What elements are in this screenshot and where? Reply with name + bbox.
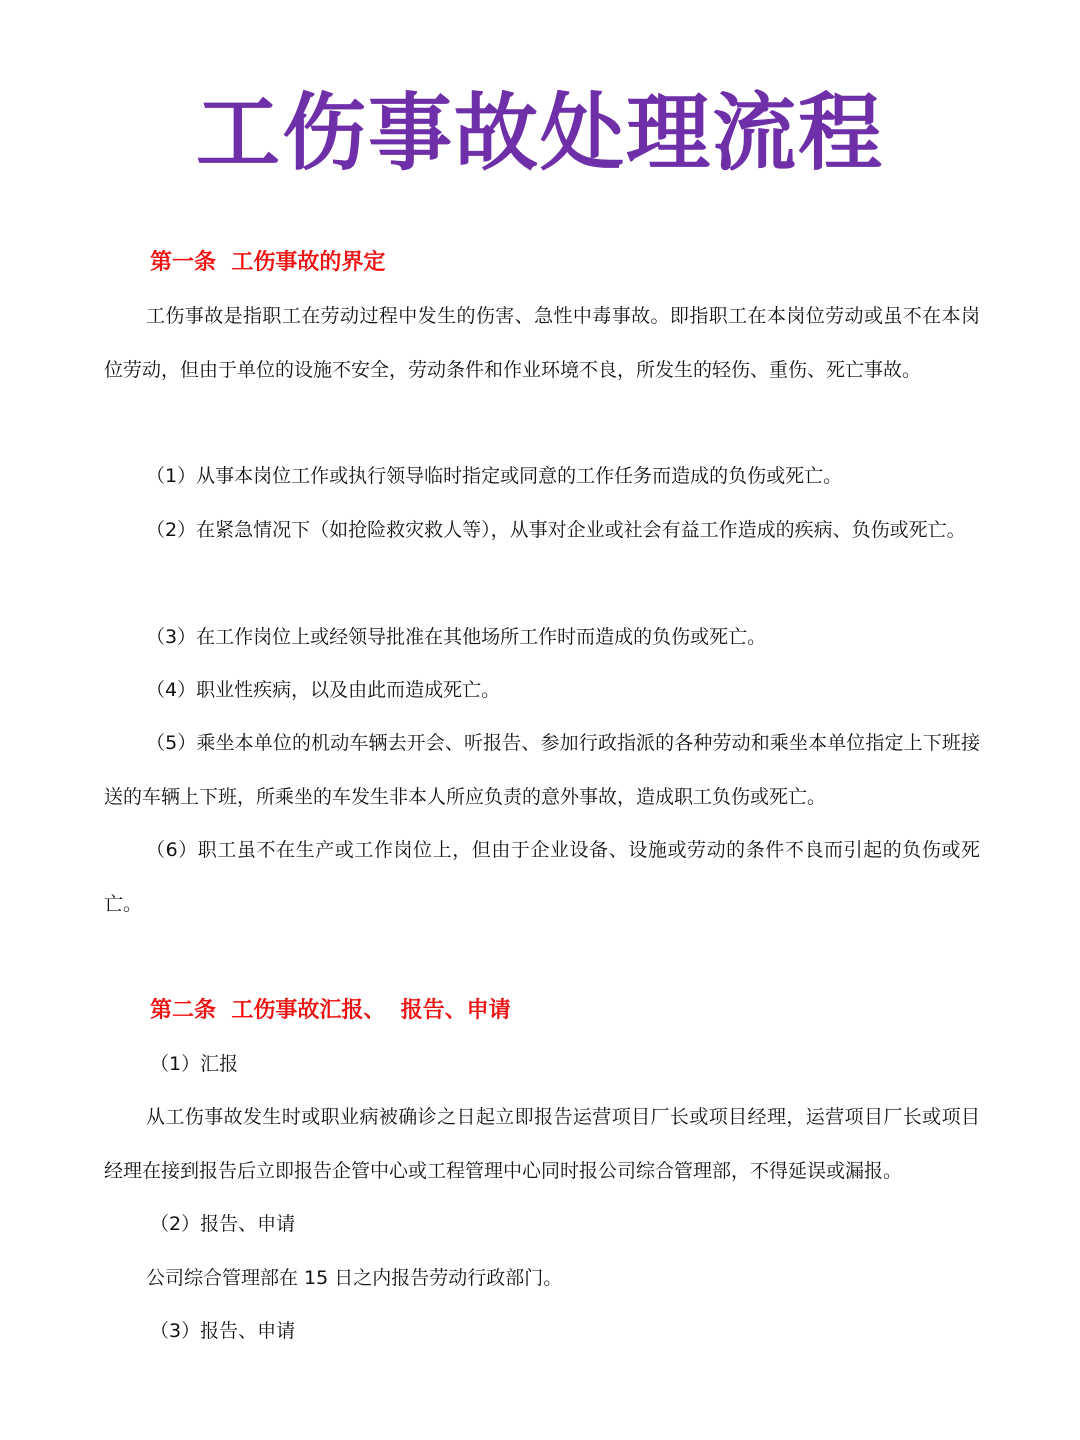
section-2-heading: 第二条 工伤事故汇报、 报告、申请 bbox=[150, 998, 511, 1023]
section-1-intro-paragraph: 工伤事故是指职工在劳动过程中发生的伤害、急性中毒事故。即指职工在本岗位劳动或虽不在本岗位劳动，但由于单位的设施不安全，劳动条件和作业环境不良，所发生的轻伤、重伤、死亡事故。 bbox=[104, 305, 980, 381]
section-1-item-1: （1）从事本岗位工作或执行领导临时指定或同意的工作任务而造成的负伤或死亡。 bbox=[146, 465, 843, 487]
section-1-item-2: （2）在紧急情况下（如抢险救灾救人等），从事对企业或社会有益工作造成的疾病、负伤或死亡。 bbox=[146, 519, 966, 541]
section-2-sub-3-title: （3）报告、申请 bbox=[150, 1320, 296, 1342]
section-1-item-4: （4）职业性疾病，以及由此而造成死亡。 bbox=[146, 679, 501, 701]
section-1-item-6: （6）职工虽不在生产或工作岗位上，但由于企业设备、设施或劳动的条件不良而引起的负伤或死亡。 bbox=[104, 839, 980, 915]
section-2-sub-1-title: （1）汇报 bbox=[150, 1053, 239, 1075]
page-title: 工伤事故处理流程 bbox=[195, 84, 884, 182]
section-1-item-5: （5）乘坐本单位的机动车辆去开会、听报告、参加行政指派的各种劳动和乘坐本单位指定上下班接送的车辆上下班，所乘坐的车发生非本人所应负责的意外事故，造成职工负伤或死亡。 bbox=[104, 732, 980, 808]
section-2-sub-2-title: （2）报告、申请 bbox=[150, 1213, 296, 1235]
section-2-sub-2-text: 公司综合管理部在 15 日之内报告劳动行政部门。 bbox=[146, 1267, 563, 1289]
section-1-item-3: （3）在工作岗位上或经领导批准在其他场所工作时而造成的负伤或死亡。 bbox=[146, 626, 767, 648]
section-2-sub-1-text: 从工伤事故发生时或职业病被确诊之日起立即报告运营项目厂长或项目经理，运营项目厂长或项目经理在接到报告后立即报告企管中心或工程管理中心同时报公司综合管理部，不得延误或漏报。 bbox=[104, 1106, 980, 1182]
section-1-heading: 第一条 工伤事故的界定 bbox=[150, 250, 386, 275]
